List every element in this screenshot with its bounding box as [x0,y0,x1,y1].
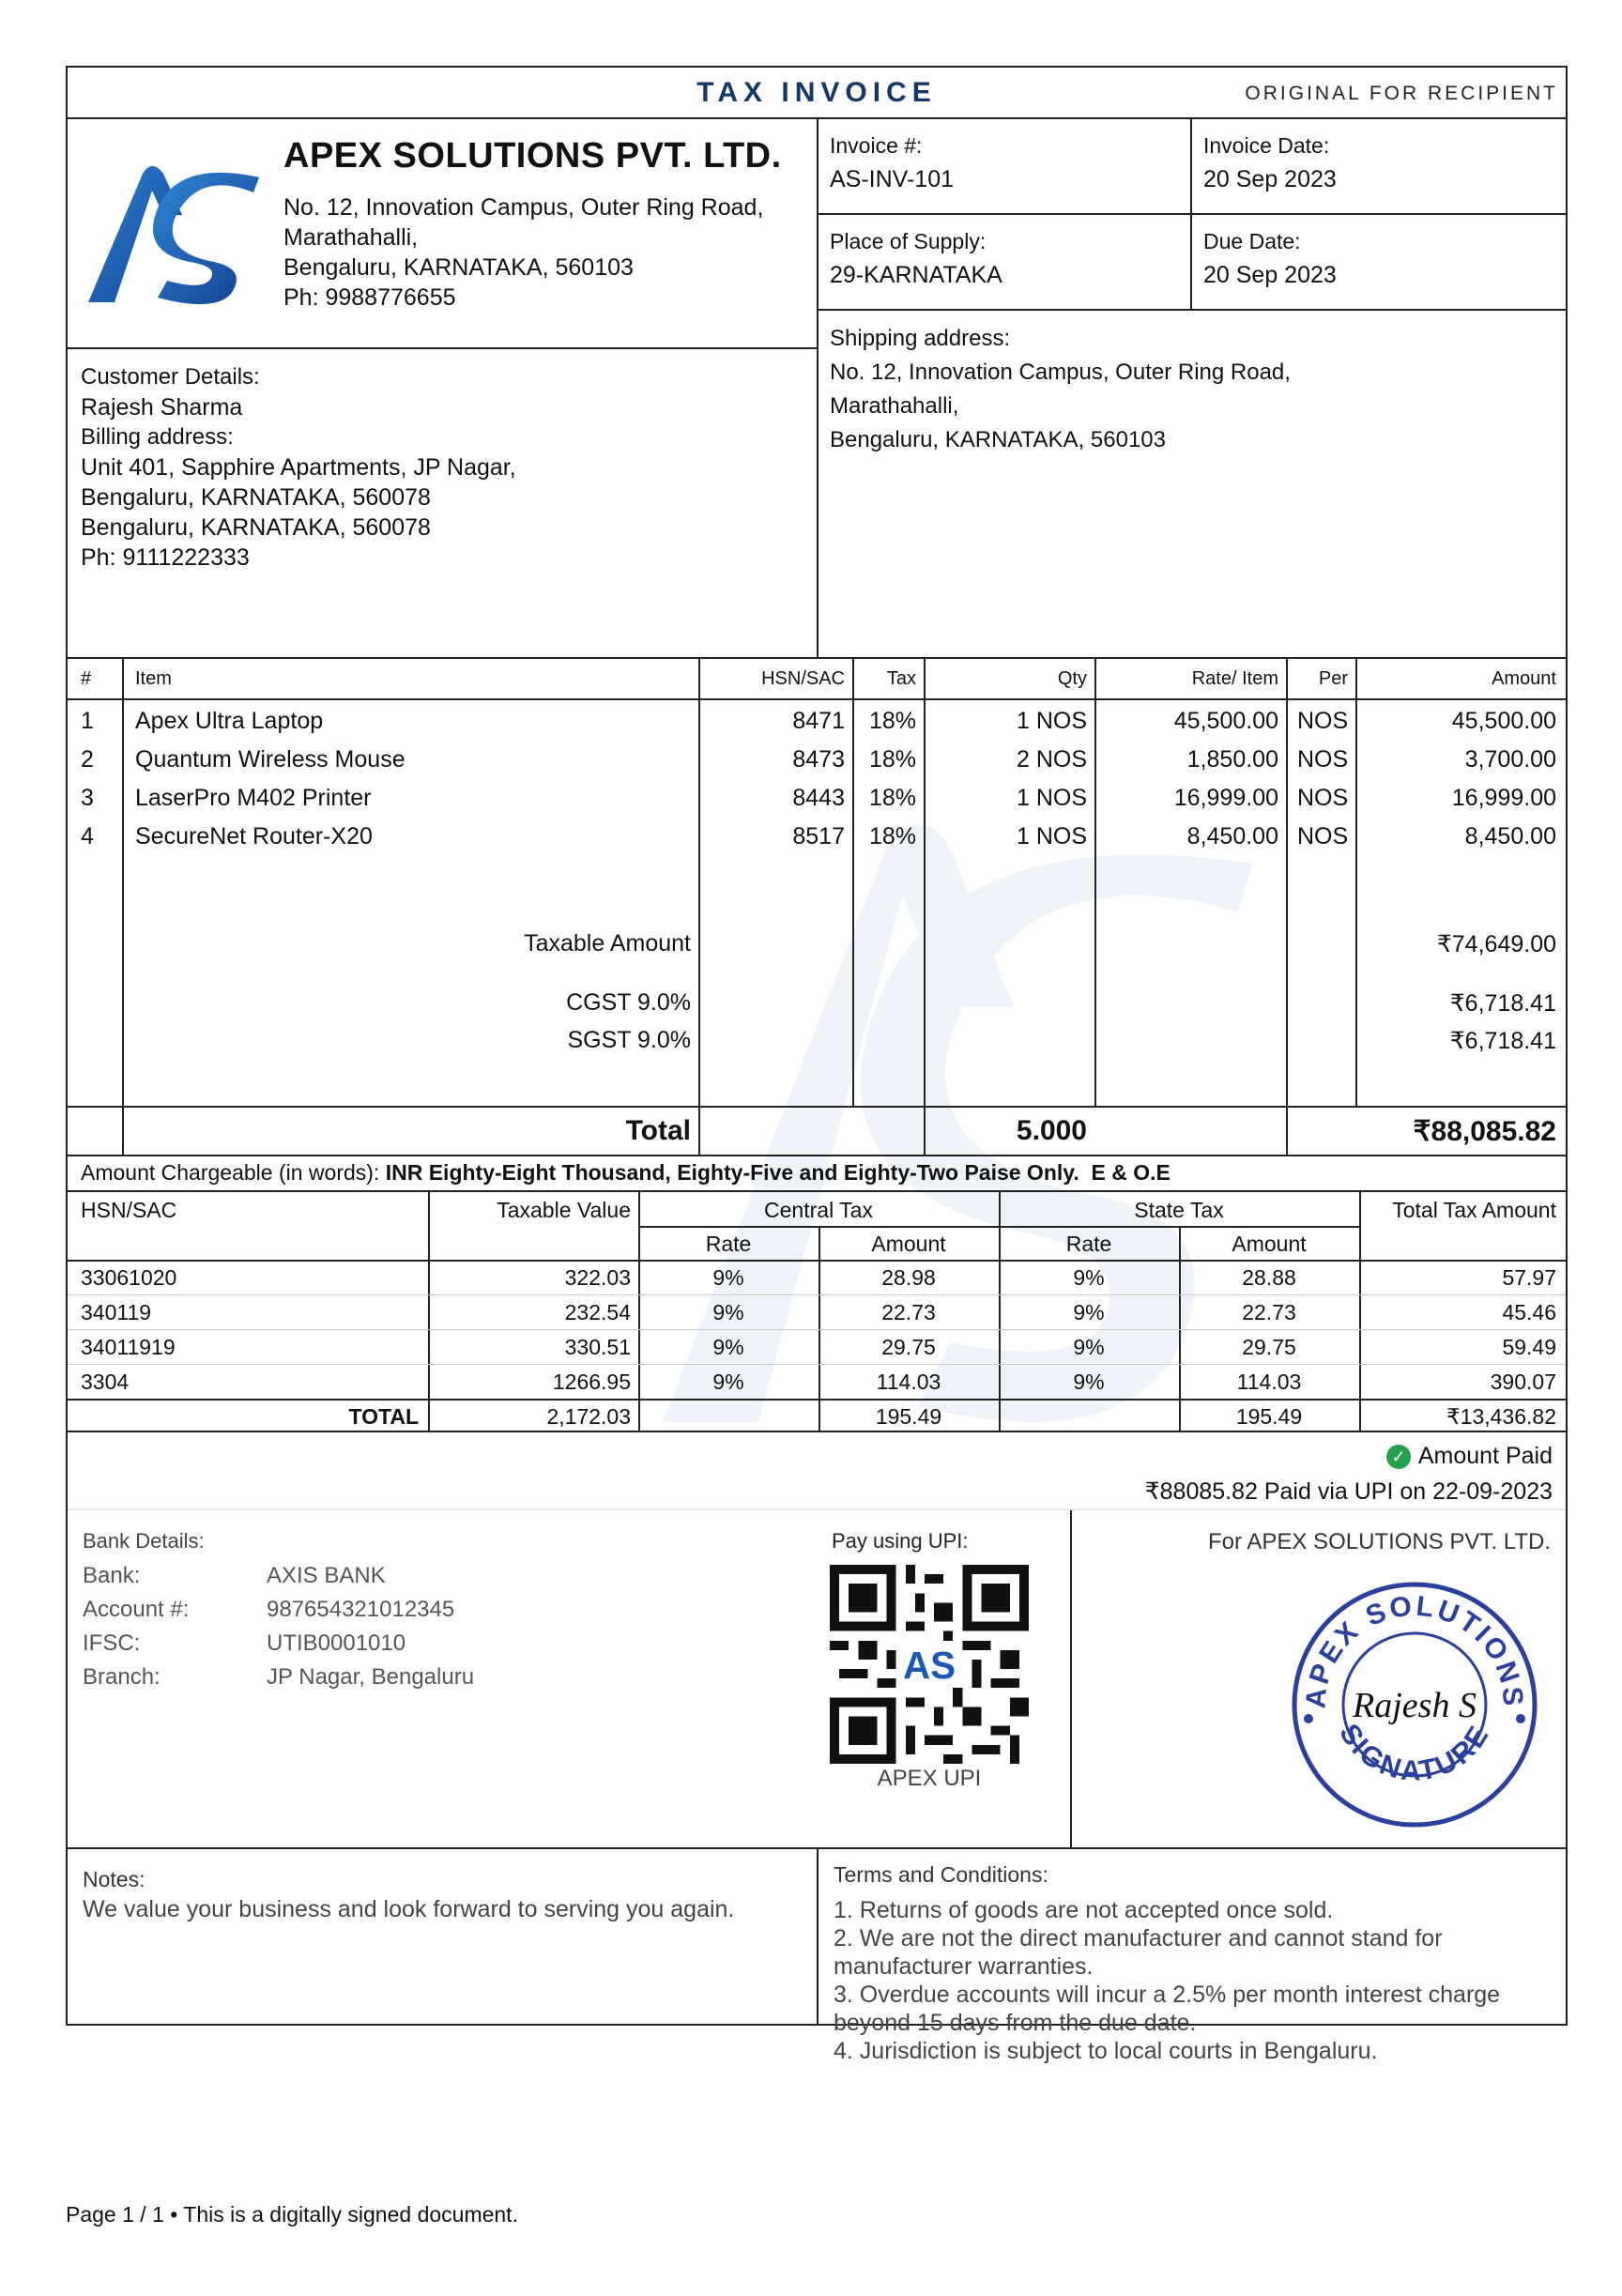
due-date-label: Due Date: [1203,229,1301,253]
tax-row-total: 59.49 [1502,1335,1556,1359]
tax-row-c-rate: 9% [712,1335,744,1359]
row-per: NOS [1297,823,1349,850]
row-rate: 8,450.00 [1186,823,1278,850]
taxable-amount-label: Taxable Amount [524,930,691,957]
row-qty: 1 NOS [1016,708,1087,734]
row-per: NOS [1297,746,1349,773]
ifsc-label: IFSC: [83,1630,141,1656]
notes-title: Notes: [83,1867,145,1891]
billing-line: Unit 401, Sapphire Apartments, JP Nagar, [81,454,516,481]
row-no: 3 [81,785,94,811]
invoice-number: AS-INV-101 [830,166,955,192]
customer-phone: Ph: 9111222333 [81,544,250,571]
tax-row-s-rate: 9% [1073,1370,1105,1394]
row-rate: 45,500.00 [1173,708,1278,734]
cgst-label: CGST 9.0% [566,989,691,1016]
row-tax: 18% [868,785,916,811]
row-amount: 8,450.00 [1464,823,1556,850]
tax-row-hsn: 33061020 [81,1265,177,1290]
document-title: TAX INVOICE [696,77,937,108]
ifsc-value: UTIB0001010 [267,1630,406,1656]
tax-row-c-rate: 9% [712,1370,744,1394]
shipping-line: No. 12, Innovation Campus, Outer Ring Road, [830,360,1291,385]
tax-row-hsn: 3304 [81,1370,130,1394]
row-item: SecureNet Router-X20 [135,823,373,850]
row-no: 2 [81,746,94,773]
invoice-number-label: Invoice #: [830,133,923,158]
tax-total-c-amt: 195.49 [875,1404,942,1429]
col-header-hsn: HSN/SAC [761,668,845,689]
tax-row-s-rate: 9% [1073,1300,1105,1324]
row-tax: 18% [868,708,916,734]
svg-text:SIGNATURE: SIGNATURE [1333,1719,1496,1787]
bank-upi-signature-section [68,1508,1566,1849]
svg-text:Rajesh S: Rajesh S [1353,1686,1477,1725]
tax-total-total: ₹13,436.82 [1446,1404,1556,1429]
items-table [68,657,1566,1108]
invoice-date-label: Invoice Date: [1203,133,1330,158]
tax-row-c-amt: 28.98 [881,1265,936,1290]
total-qty: 5.000 [1016,1115,1087,1146]
shipping-title: Shipping address: [830,326,1011,351]
taxable-amount-value: ₹74,649.00 [1436,931,1556,957]
row-hsn: 8471 [792,708,845,734]
page-footer: Page 1 / 1 • This is a digitally signed document. [66,2202,518,2227]
row-item: Quantum Wireless Mouse [135,746,406,773]
tax-row-s-rate: 9% [1073,1335,1105,1359]
row-amount: 45,500.00 [1451,708,1556,734]
company-address-line: Marathahalli, [283,224,419,251]
tax-row-s-rate: 9% [1073,1265,1105,1290]
total-row [68,1108,1566,1156]
account-value: 987654321012345 [267,1597,455,1622]
row-amount: 16,999.00 [1451,785,1556,811]
terms-item: 1. Returns of goods are not accepted once sold. [834,1897,1334,1923]
tax-row-s-amt: 22.73 [1242,1300,1296,1324]
company-address-line: No. 12, Innovation Campus, Outer Ring Road, [283,194,764,221]
invoice-date: 20 Sep 2023 [1203,166,1337,192]
tax-col-central: Central Tax [764,1198,873,1222]
row-hsn: 8443 [792,785,845,811]
tax-row-taxable: 330.51 [564,1335,631,1359]
row-per: NOS [1297,785,1349,811]
company-address [283,192,763,313]
terms-title: Terms and Conditions: [834,1862,1048,1887]
terms-item: 2. We are not the direct manufacturer and cannot stand for manufacturer warranties. [834,1925,1443,1980]
customer-details [68,349,819,657]
svg-text:AS: AS [902,1644,956,1688]
tax-col-c-rate: Rate [705,1232,752,1256]
col-header-per: Per [1318,668,1348,689]
billing-label: Billing address: [81,424,234,450]
col-header-tax: Tax [886,668,916,689]
notes-body: We value your business and look forward to serving you again. [83,1896,735,1922]
branch-label: Branch: [83,1664,161,1690]
upi-caption: APEX UPI [877,1766,982,1791]
tax-summary-table [68,1190,1566,1432]
company-address-line: Bengaluru, KARNATAKA, 560103 [283,254,634,281]
company-seal-stamp-icon [1288,1578,1541,1831]
tax-col-hsn: HSN/SAC [81,1198,177,1222]
terms-item: 4. Jurisdiction is subject to local courts in Bengaluru. [834,2038,1378,2064]
billing-line: Bengaluru, KARNATAKA, 560078 [81,484,431,511]
tax-col-state: State Tax [1134,1198,1224,1222]
row-rate: 1,850.00 [1186,746,1278,773]
tax-total-label: TOTAL [348,1404,419,1429]
notes-section [68,1849,819,2026]
total-label: Total [625,1115,691,1146]
tax-col-taxable: Taxable Value [497,1198,631,1222]
place-of-supply-cell [830,224,1002,292]
tax-row-c-rate: 9% [712,1300,744,1324]
customer-name: Rajesh Sharma [81,394,243,421]
tax-row-s-amt: 28.88 [1242,1265,1296,1290]
check-circle-icon: ✓ [1386,1445,1411,1469]
company-phone: Ph: 9988776655 [283,284,456,311]
tax-row-total: 45.46 [1502,1300,1556,1324]
words-value: INR Eighty-Eight Thousand, Eighty-Five and Eighty-Two Paise Only. [385,1160,1079,1185]
cgst-value: ₹6,718.41 [1449,990,1556,1017]
branch-value: JP Nagar, Bengaluru [267,1664,475,1690]
place-of-supply: 29-KARNATAKA [830,262,1002,288]
tax-row-hsn: 340119 [81,1300,152,1324]
title-bar [68,68,1566,119]
col-header-qty: Qty [1057,668,1087,689]
row-rate: 16,999.00 [1173,785,1278,811]
terms-list [834,1896,1556,2065]
copy-label: ORIGINAL FOR RECIPIENT [1245,83,1558,104]
invoice-date-cell [1203,129,1337,196]
company-block [68,119,819,349]
payment-status-label: Amount Paid [1417,1443,1553,1469]
amount-in-words [81,1160,1171,1186]
place-of-supply-label: Place of Supply: [830,229,987,253]
invoice-number-cell [830,129,954,196]
tax-row-s-amt: 29.75 [1242,1335,1296,1359]
qr-code-icon[interactable] [830,1565,1029,1764]
tax-col-total: Total Tax Amount [1392,1198,1556,1222]
billing-line: Bengaluru, KARNATAKA, 560078 [81,514,431,541]
sgst-value: ₹6,718.41 [1449,1028,1556,1054]
row-no: 4 [81,823,94,850]
row-per: NOS [1297,708,1349,734]
bank-details-title: Bank Details: [83,1529,205,1553]
payment-status [1145,1438,1553,1509]
shipping-line: Bengaluru, KARNATAKA, 560103 [830,427,1166,452]
due-date-cell [1203,224,1337,292]
row-qty: 2 NOS [1016,746,1087,773]
row-item: Apex Ultra Laptop [135,708,324,734]
col-header-item: Item [135,668,172,689]
terms-section [820,1849,1566,2064]
footer-note: This is a digitally signed document. [183,2202,518,2227]
tax-row-s-amt: 114.03 [1236,1370,1302,1394]
words-label: Amount Chargeable (in words): [81,1160,380,1185]
tax-row-total: 390.07 [1490,1370,1556,1394]
tax-row-c-amt: 22.73 [881,1300,936,1324]
row-no: 1 [81,708,94,734]
row-qty: 1 NOS [1016,785,1087,811]
row-tax: 18% [868,823,916,850]
tax-row-c-rate: 9% [712,1265,744,1290]
col-header-no: # [81,668,92,689]
payment-detail: ₹88085.82 Paid via UPI on 22-09-2023 [1144,1478,1553,1505]
items-header-row [68,659,1566,700]
tax-row-c-amt: 29.75 [881,1335,936,1359]
bank-label: Bank: [83,1563,141,1588]
row-hsn: 8517 [792,823,845,850]
tax-row-total: 57.97 [1502,1265,1556,1290]
row-qty: 1 NOS [1016,823,1087,850]
apex-as-logo-icon [77,157,265,307]
signature-for-label: For APEX SOLUTIONS PVT. LTD. [1208,1529,1551,1554]
row-tax: 18% [868,746,916,773]
company-name: APEX SOLUTIONS PVT. LTD. [283,136,782,176]
tax-total-taxable: 2,172.03 [546,1404,631,1429]
tax-col-s-rate: Rate [1065,1232,1112,1256]
svg-text:APEX SOLUTIONS: APEX SOLUTIONS [1300,1590,1529,1710]
customer-title: Customer Details: [81,364,260,390]
tax-row-taxable: 232.54 [564,1300,631,1324]
tax-total-s-amt: 195.49 [1235,1404,1303,1429]
account-label: Account #: [83,1597,190,1622]
page-number: Page 1 / 1 [66,2202,164,2227]
invoice-info-grid [819,119,1566,311]
col-header-rate: Rate/ Item [1191,668,1278,689]
tax-row-hsn: 34011919 [81,1335,176,1359]
shipping-line: Marathahalli, [830,393,959,419]
invoice-document [66,66,1568,2064]
shipping-address [819,311,1566,657]
eoe-label: E & O.E [1091,1160,1171,1185]
tax-row-taxable: 322.03 [564,1265,631,1290]
row-hsn: 8473 [792,746,845,773]
tax-col-s-amount: Amount [1232,1232,1307,1256]
sgst-label: SGST 9.0% [567,1027,691,1053]
upi-title: Pay using UPI: [832,1529,969,1553]
due-date: 20 Sep 2023 [1203,262,1337,288]
terms-item: 3. Overdue accounts will incur a 2.5% per month interest charge beyond 15 days from the due date. [834,1982,1501,2036]
row-item: LaserPro M402 Printer [135,785,372,811]
col-header-amount: Amount [1492,668,1556,689]
tax-col-c-amount: Amount [871,1232,946,1256]
tax-row-c-amt: 114.03 [876,1370,941,1394]
tax-row-taxable: 1266.95 [552,1370,631,1394]
total-amount: ₹88,085.82 [1413,1116,1556,1147]
row-amount: 3,700.00 [1464,746,1556,773]
bank-value: AXIS BANK [267,1563,386,1588]
